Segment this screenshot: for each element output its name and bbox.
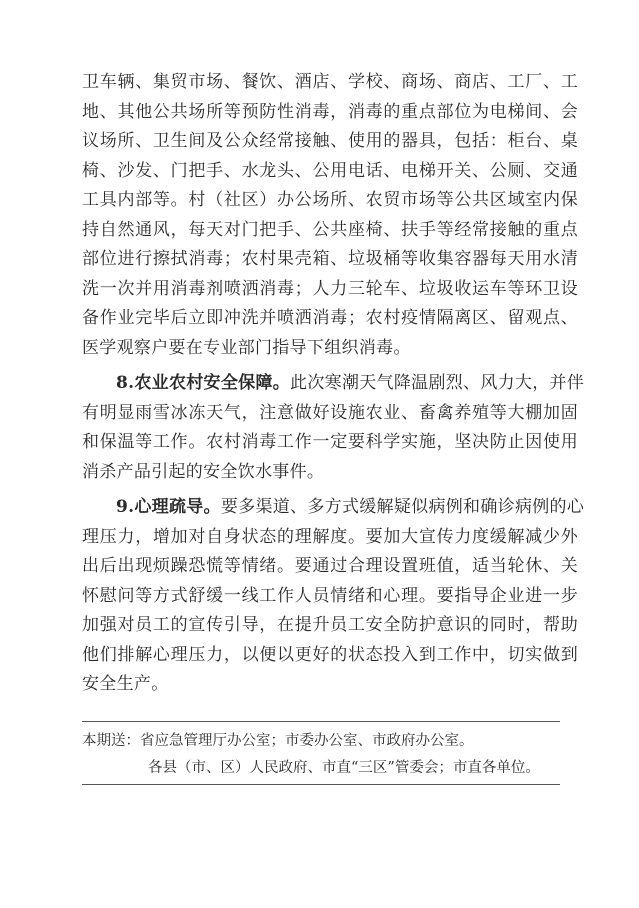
text-line: 议场所、卫生间及公众经常接触、使用的器具，包括：柜台、桌 — [82, 131, 578, 151]
text-line: 医学观察户要在专业部门指导下组织消毒。 — [82, 337, 411, 358]
text-line: 安全生产。 — [82, 674, 169, 694]
distribution-list — [82, 728, 572, 782]
text-line: 卫车辆、集贸市场、餐饮、酒店、学校、商场、商店、工厂、工 — [82, 72, 578, 92]
section-first-line — [82, 493, 585, 523]
section-text: 此次寒潮天气降温剧烈、风力大，并伴 — [290, 373, 585, 393]
text-line: 椅、沙发、门把手、水龙头、公用电话、电梯开关、公厕、交通 — [82, 160, 578, 181]
text-line: 有明显雨雪冰冻天气，注意做好设施农业、畜禽养殖等大棚加固 — [82, 402, 578, 423]
section-heading: 8.农业农村安全保障。 — [116, 373, 291, 393]
section-first-line — [82, 369, 585, 399]
text-line: 怀慰问等方式舒缓一线工作人员情绪和心理。要指导企业进一步 — [82, 585, 578, 606]
text-line: 消杀产品引起的安全饮水事件。 — [82, 461, 325, 482]
text-line: 和保温等工作。农村消毒工作一定要科学实施，坚决防止因使用 — [82, 432, 578, 452]
distribution-line-primary: 本期送：省应急管理厅办公室；市委办公室、市政府办公室。 — [82, 733, 474, 749]
section-psychological-counseling — [82, 493, 585, 700]
text-line: 地、其他公共场所等预防性消毒，消毒的重点部位为电梯间、会 — [82, 101, 578, 122]
text-line: 出后出现烦躁恐慌等情绪。要通过合理设置班值，适当轮休、关 — [82, 556, 578, 576]
section-heading: 9.心理疏导。 — [116, 497, 221, 517]
text-line: 理压力，增加对自身状态的理解度。要加大宣传力度缓解减少外 — [82, 526, 578, 547]
text-line: 他们排解心理压力，以便以更好的状态投入到工作中，切实做到 — [82, 644, 578, 665]
text-line: 加强对员工的宣传引导，在提升员工安全防护意识的同时，帮助 — [82, 615, 578, 635]
text-line: 持自然通风，每天对门把手、公共座椅、扶手等经常接触的重点 — [82, 219, 578, 240]
paragraph-continuation — [82, 68, 578, 363]
section-text: 要多渠道、多方式缓解疑似病例和确诊病例的心 — [220, 497, 585, 517]
text-line: 备作业完毕后立即冲洗并喷洒消毒；农村疫情隔离区、留观点、 — [82, 308, 578, 328]
section-agriculture-safety — [82, 369, 585, 487]
document-body — [82, 68, 585, 700]
divider-top — [82, 721, 560, 722]
text-line: 洗一次并用消毒剂喷洒消毒；人力三轮车、垃圾收运车等环卫设 — [82, 278, 578, 299]
distribution-line-secondary: 各县（市、区）人民政府、市直“三区”管委会；市直各单位。 — [148, 760, 540, 776]
divider-bottom — [82, 784, 560, 785]
text-line: 部位进行擦拭消毒；农村果壳箱、垃圾桶等收集容器每天用水清 — [82, 249, 578, 269]
text-line: 工具内部等。村（社区）办公场所、农贸市场等公共区域室内保 — [82, 190, 578, 210]
